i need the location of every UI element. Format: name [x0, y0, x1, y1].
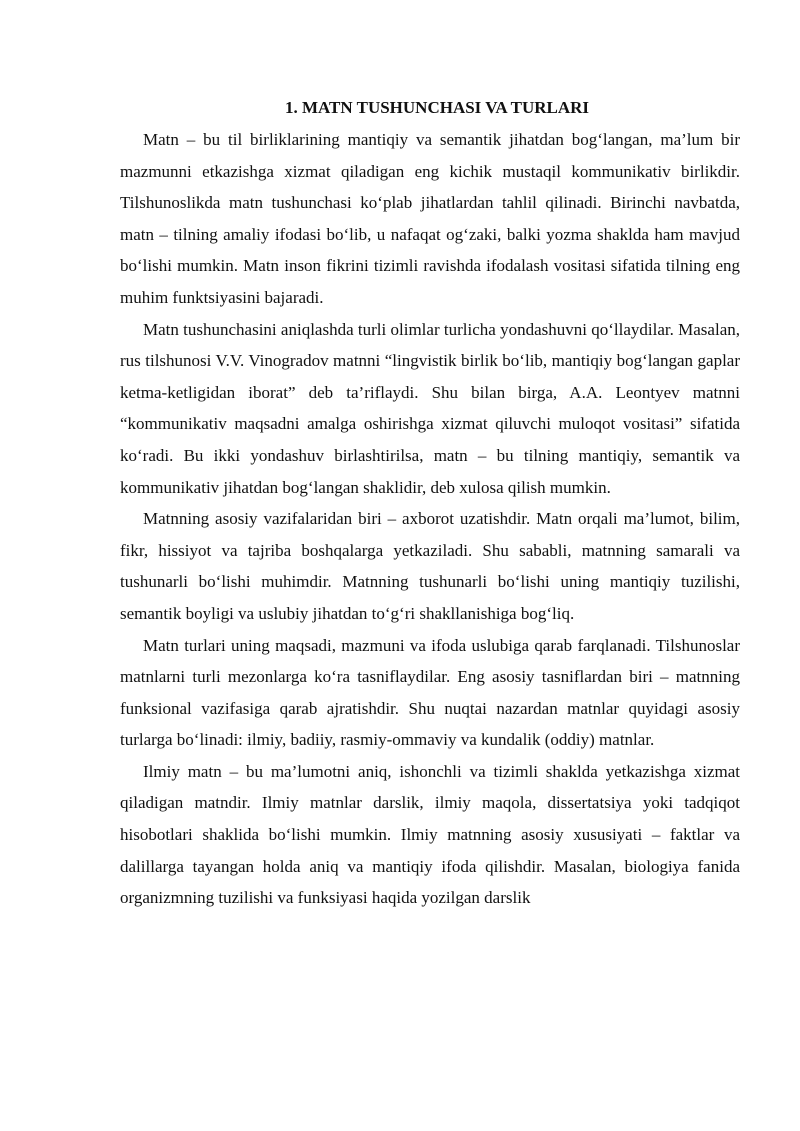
paragraph: Matnning asosiy vazifalaridan biri – axborot uzatishdir. Matn orqali ma’lumot, bilim, fikr, hissiyot va tajriba boshqalarga yetkaziladi. Shu sababli, matnning samarali va tushunarli bo‘lishi muhimdir. Matnning tushunarli bo‘lishi uning mantiqiy tuzilishi, semantik boyligi va uslubiy jihatdan to‘g‘ri shakllanishiga bog‘liq. [120, 509, 740, 623]
paragraph: Matn turlari uning maqsadi, mazmuni va ifoda uslubiga qarab farqlanadi. Tilshunoslar matnlarni turli mezonlarga ko‘ra tasniflaydilar. Eng asosiy tasniflardan biri – matnning funksional vazifasiga qarab ajratishdir. Shu nuqtai nazardan matnlar quyidagi asosiy turlarga bo‘linadi: ilmiy, badiiy, rasmiy-ommaviy va kundalik (oddiy) matnlar. [120, 635, 740, 750]
paragraph: Matn – bu til birliklarining mantiqiy va semantik jihatdan bog‘langan, ma’lum bir mazmunni etkazishga xizmat qiladigan eng kichik mustaqil kommunikativ birlikdir. Tilshunoslikda matn tushunchasi ko‘plab jihatlardan tahlil qilinadi. Birinchi navbatda, matn – tilning amaliy ifodasi bo‘lib, u nafaqat og‘zaki, balki yozma shaklda ham mavjud bo‘lishi mumkin. Matn inson fikrini tizimli ravishda ifodalash vositasi sifatida tilning eng muhim funktsiyasini bajaradi. [120, 130, 740, 307]
paragraph: Matn tushunchasini aniqlashda turli olimlar turlicha yondashuvni qo‘llaydilar. Masalan, rus tilshunosi V.V. Vinogradov matnni “lingvistik birlik bo‘lib, mantiqiy bog‘langan gaplar ketma-ketligidan iborat” deb ta’riflaydi. Shu bilan birga, A.A. Leontyev matnni “kommunikativ maqsadni amalga oshirishga xizmat qiluvchi muloqot vositasi” sifatida ko‘radi. Bu ikki yondashuv birlashtirilsa, matn – bu tilning mantiqiy, semantik va kommunikativ jihatdan bog‘langan shaklidir, deb xulosa qilish mumkin. [120, 319, 740, 497]
document-title: 1. MATN TUSHUNCHASI VA TURLARI [284, 98, 590, 117]
document-page [120, 92, 740, 914]
paragraph: Ilmiy matn – bu ma’lumotni aniq, ishonchli va tizimli shaklda yetkazishga xizmat qiladigan matndir. Ilmiy matnlar darslik, ilmiy maqola, dissertatsiya yoki tadqiqot hisobotlari shaklida bo‘lishi mumkin. Ilmiy matnning asosiy xususiyati – faktlar va dalillarga tayangan holda aniq va mantiqiy ifoda qilishdir. Masalan, biologiya fanida organizmning tuzilishi va funksiyasi haqida yozilgan darslik [120, 761, 740, 908]
